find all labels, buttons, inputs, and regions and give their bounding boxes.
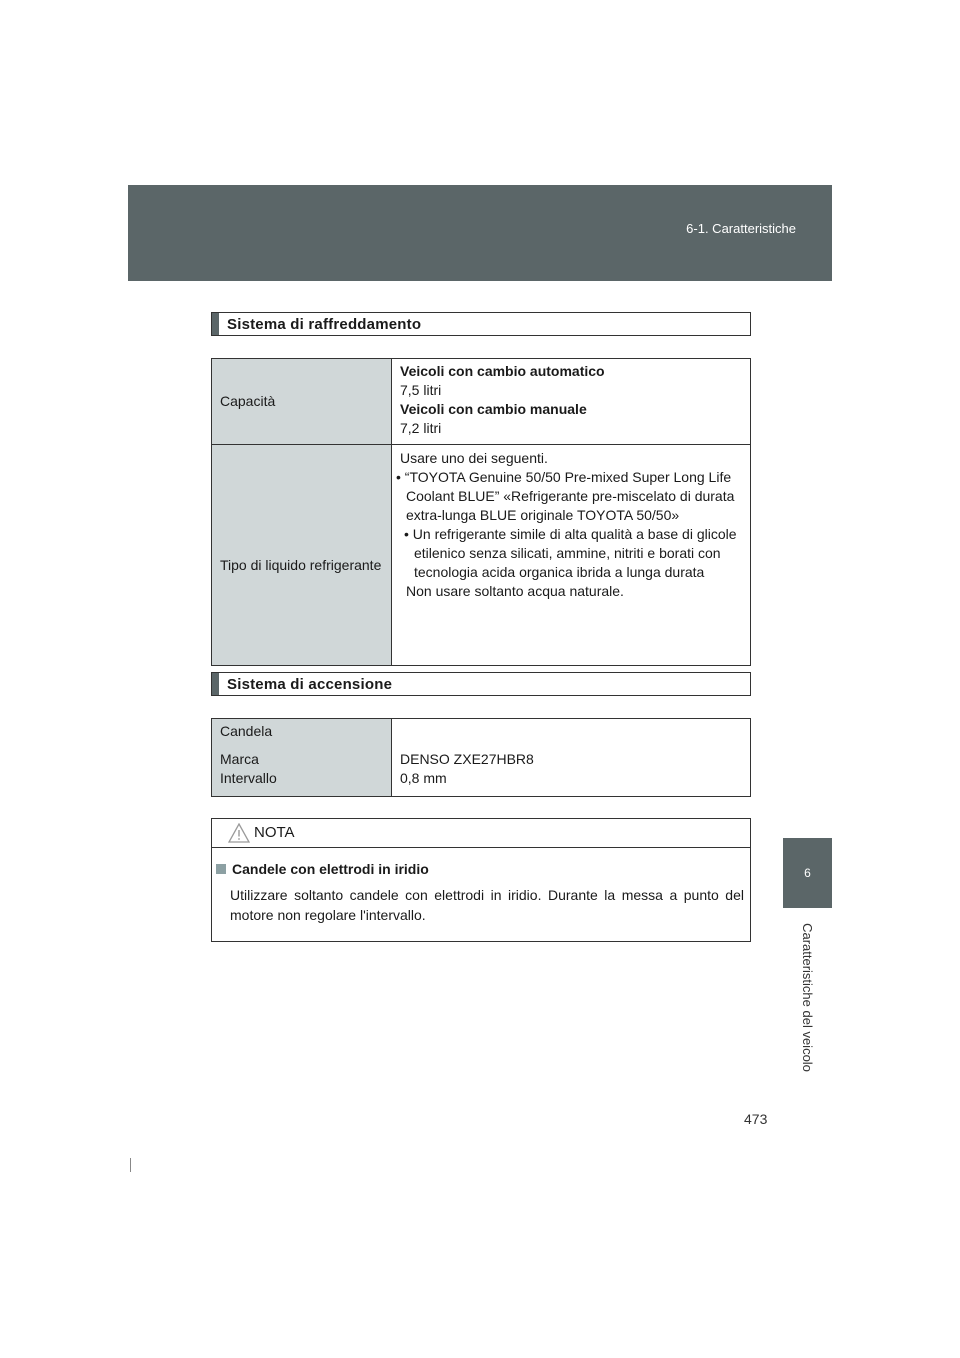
note-subheading bbox=[216, 861, 429, 877]
cooling-spec-table bbox=[211, 358, 751, 666]
coolant-type-value bbox=[392, 445, 751, 666]
page-header bbox=[128, 185, 832, 281]
table-row bbox=[212, 719, 751, 797]
square-bullet-icon bbox=[216, 864, 226, 874]
manual-transmission-heading: Veicoli con cambio manuale bbox=[400, 401, 587, 417]
page-number: 473 bbox=[744, 1111, 768, 1127]
chapter-tab bbox=[783, 838, 832, 908]
ignition-spec-table bbox=[211, 718, 751, 797]
chapter-title-vertical bbox=[783, 910, 832, 1085]
ignition-title-text: Sistema di accensione bbox=[227, 675, 393, 693]
capacity-label: Capacità bbox=[212, 359, 392, 445]
coolant-option-toyota: • “TOYOTA Genuine 50/50 Pre-mixed Super Long Life Coolant BLUE” «Refrigerante pre-miscelato di durata extra-lunga BLUE originale TOYOTA 50/50» bbox=[396, 469, 735, 523]
table-row bbox=[212, 445, 751, 666]
warning-triangle-icon bbox=[228, 823, 250, 843]
ignition-section-title bbox=[211, 672, 751, 696]
cooling-title-text: Sistema di raffreddamento bbox=[227, 315, 422, 333]
chapter-title: Caratteristiche del veicolo bbox=[800, 923, 816, 1072]
capacity-value bbox=[392, 359, 751, 445]
note-header bbox=[212, 819, 750, 848]
table-row bbox=[212, 359, 751, 445]
coolant-option-similar: • Un refrigerante simile di alta qualità a base di glicole etilenico senza silicati, ammine, nitriti e borati con tecnologia acida organica ibrida a lunga durata bbox=[404, 526, 737, 580]
spark-plug-value bbox=[392, 719, 751, 797]
spark-plug-heading: Candela bbox=[220, 723, 273, 739]
note-box bbox=[211, 818, 751, 942]
coolant-type-label: Tipo di liquido refrigerante bbox=[212, 445, 392, 666]
chapter-number: 6 bbox=[804, 866, 811, 880]
title-accent-bar bbox=[212, 673, 219, 695]
cooling-section-title bbox=[211, 312, 751, 336]
spark-plug-gap-label: Intervallo bbox=[220, 770, 277, 786]
auto-capacity-value: 7,5 litri bbox=[400, 382, 442, 398]
note-subheading-text: Candele con elettrodi in iridio bbox=[232, 861, 429, 877]
spark-plug-brand-label: Marca bbox=[220, 751, 259, 767]
title-accent-bar bbox=[212, 313, 219, 335]
note-body: Utilizzare soltanto candele con elettrodi in iridio. Durante la messa a punto del motore non regolare l'intervallo. bbox=[230, 887, 744, 923]
spark-plug-gap-value: 0,8 mm bbox=[400, 770, 447, 786]
coolant-warning: Non usare soltanto acqua naturale. bbox=[406, 583, 624, 599]
header-section-title: 6-1. Caratteristiche bbox=[686, 221, 796, 236]
crop-mark bbox=[130, 1158, 131, 1172]
spark-plug-brand-value: DENSO ZXE27HBR8 bbox=[400, 751, 534, 767]
coolant-intro: Usare uno dei seguenti. bbox=[400, 450, 548, 466]
manual-capacity-value: 7,2 litri bbox=[400, 420, 442, 436]
auto-transmission-heading: Veicoli con cambio automatico bbox=[400, 363, 605, 379]
note-heading: NOTA bbox=[254, 824, 295, 841]
spark-plug-label bbox=[212, 719, 392, 797]
